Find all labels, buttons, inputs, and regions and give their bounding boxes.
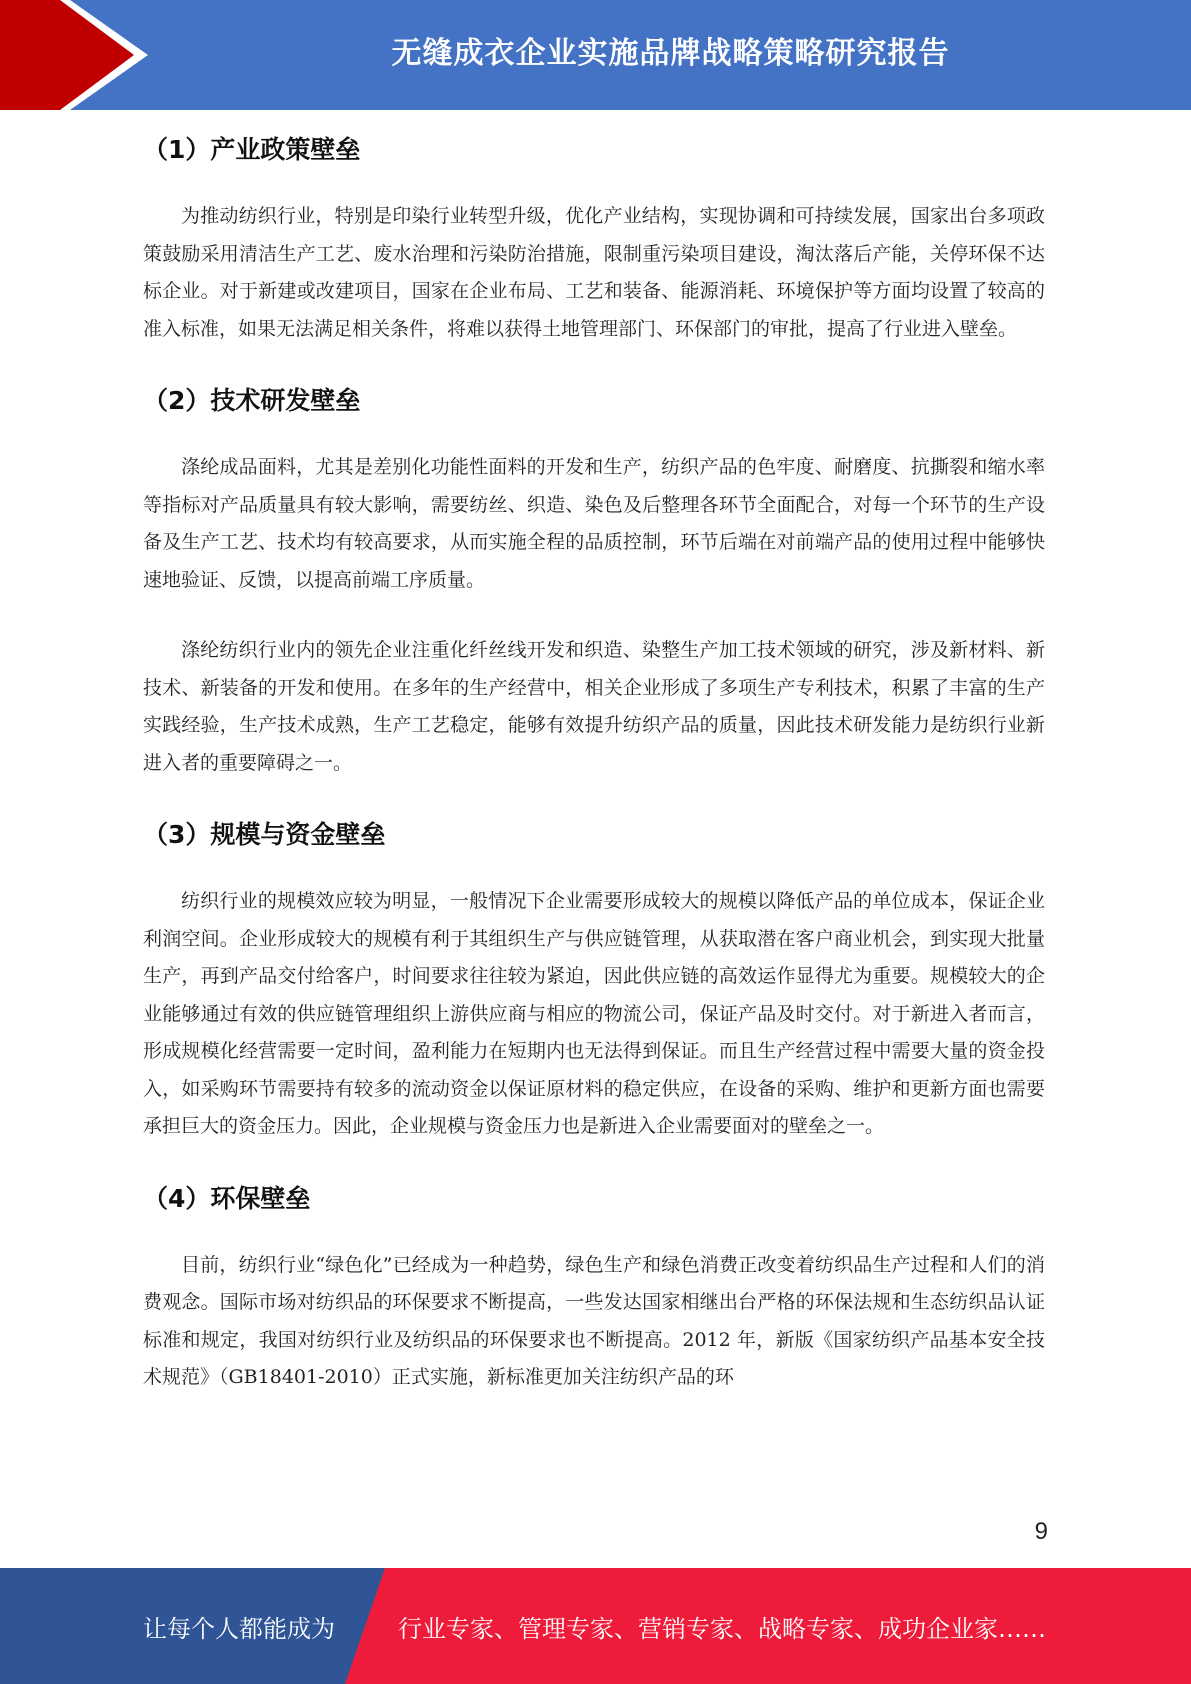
footer-slogan-right: 行业专家、管理专家、营销专家、战略专家、成功企业家……: [398, 1614, 1046, 1643]
page-footer: [0, 1568, 1191, 1684]
page-content: [143, 120, 1045, 1397]
body-paragraph: 目前，纺织行业“绿色化”已经成为一种趋势，绿色生产和绿色消费正改变着纺织品生产过程和人们的消费观念。国际市场对纺织品的环保要求不断提高，一些发达国家相继出台严格的环保法规和生态纺织品认证标准和规定，我国对纺织行业及纺织品的环保要求也不断提高。2012 年，新版《国家纺织产品基本安全技术规范》（GB18401-2010）正式实施，新标准更加关注纺织产品的环: [143, 1253, 1045, 1388]
page-header: [0, 0, 1191, 110]
document-title: 无缝成衣企业实施品牌战略策略研究报告: [391, 36, 950, 71]
body-paragraph: 涤纶成品面料，尤其是差别化功能性面料的开发和生产，纺织产品的色牢度、耐磨度、抗撕裂和缩水率等指标对产品质量具有较大影响，需要纺丝、织造、染色及后整理各环节全面配合，对每一个环节的生产设备及生产工艺、技术均有较高要求，从而实施全程的品质控制，环节后端在对前端产品的使用过程中能够快速地验证、反馈，以提高前端工序质量。: [143, 456, 1045, 591]
body-paragraph: 纺织行业的规模效应较为明显，一般情况下企业需要形成较大的规模以降低产品的单位成本，保证企业利润空间。企业形成较大的规模有利于其组织生产与供应链管理，从获取潜在客户商业机会，到实现大批量生产，再到产品交付给客户，时间要求往往较为紧迫，因此供应链的高效运作显得尤为重要。规模较大的企业能够通过有效的供应链管理组织上游供应商与相应的物流公司，保证产品及时交付。对于新进入者而言，形成规模化经营需要一定时间，盈利能力在短期内也无法得到保证。而且生产经营过程中需要大量的资金投入，如采购环节需要持有较多的流动资金以保证原材料的稳定供应，在设备的采购、维护和更新方面也需要承担巨大的资金压力。因此，企业规模与资金压力也是新进入企业需要面对的壁垒之一。: [143, 890, 1045, 1137]
section-heading: （2）技术研发壁垒: [143, 386, 361, 415]
section-heading: （3）规模与资金壁垒: [143, 820, 386, 849]
section-heading: （4）环保壁垒: [143, 1183, 311, 1213]
section-heading: （1）产业政策壁垒: [143, 135, 361, 164]
page-number: 9: [1034, 1518, 1048, 1545]
footer-slogan-left: 让每个人都能成为: [143, 1614, 335, 1643]
body-paragraph: 为推动纺织行业，特别是印染行业转型升级，优化产业结构，实现协调和可持续发展，国家出台多项政策鼓励采用清洁生产工艺、废水治理和污染防治措施，限制重污染项目建设，淘汰落后产能，关停环保不达标企业。对于新建或改建项目，国家在企业布局、工艺和装备、能源消耗、环境保护等方面均设置了较高的准入标准，如果无法满足相关条件，将难以获得土地管理部门、环保部门的审批，提高了行业进入壁垒。: [143, 205, 1045, 340]
body-paragraph: 涤纶纺织行业内的领先企业注重化纤丝线开发和织造、染整生产加工技术领域的研究，涉及新材料、新技术、新装备的开发和使用。在多年的生产经营中，相关企业形成了多项生产专利技术，积累了丰富的生产实践经验，生产技术成熟，生产工艺稳定，能够有效提升纺织产品的质量，因此技术研发能力是纺织行业新进入者的重要障碍之一。: [143, 639, 1045, 774]
